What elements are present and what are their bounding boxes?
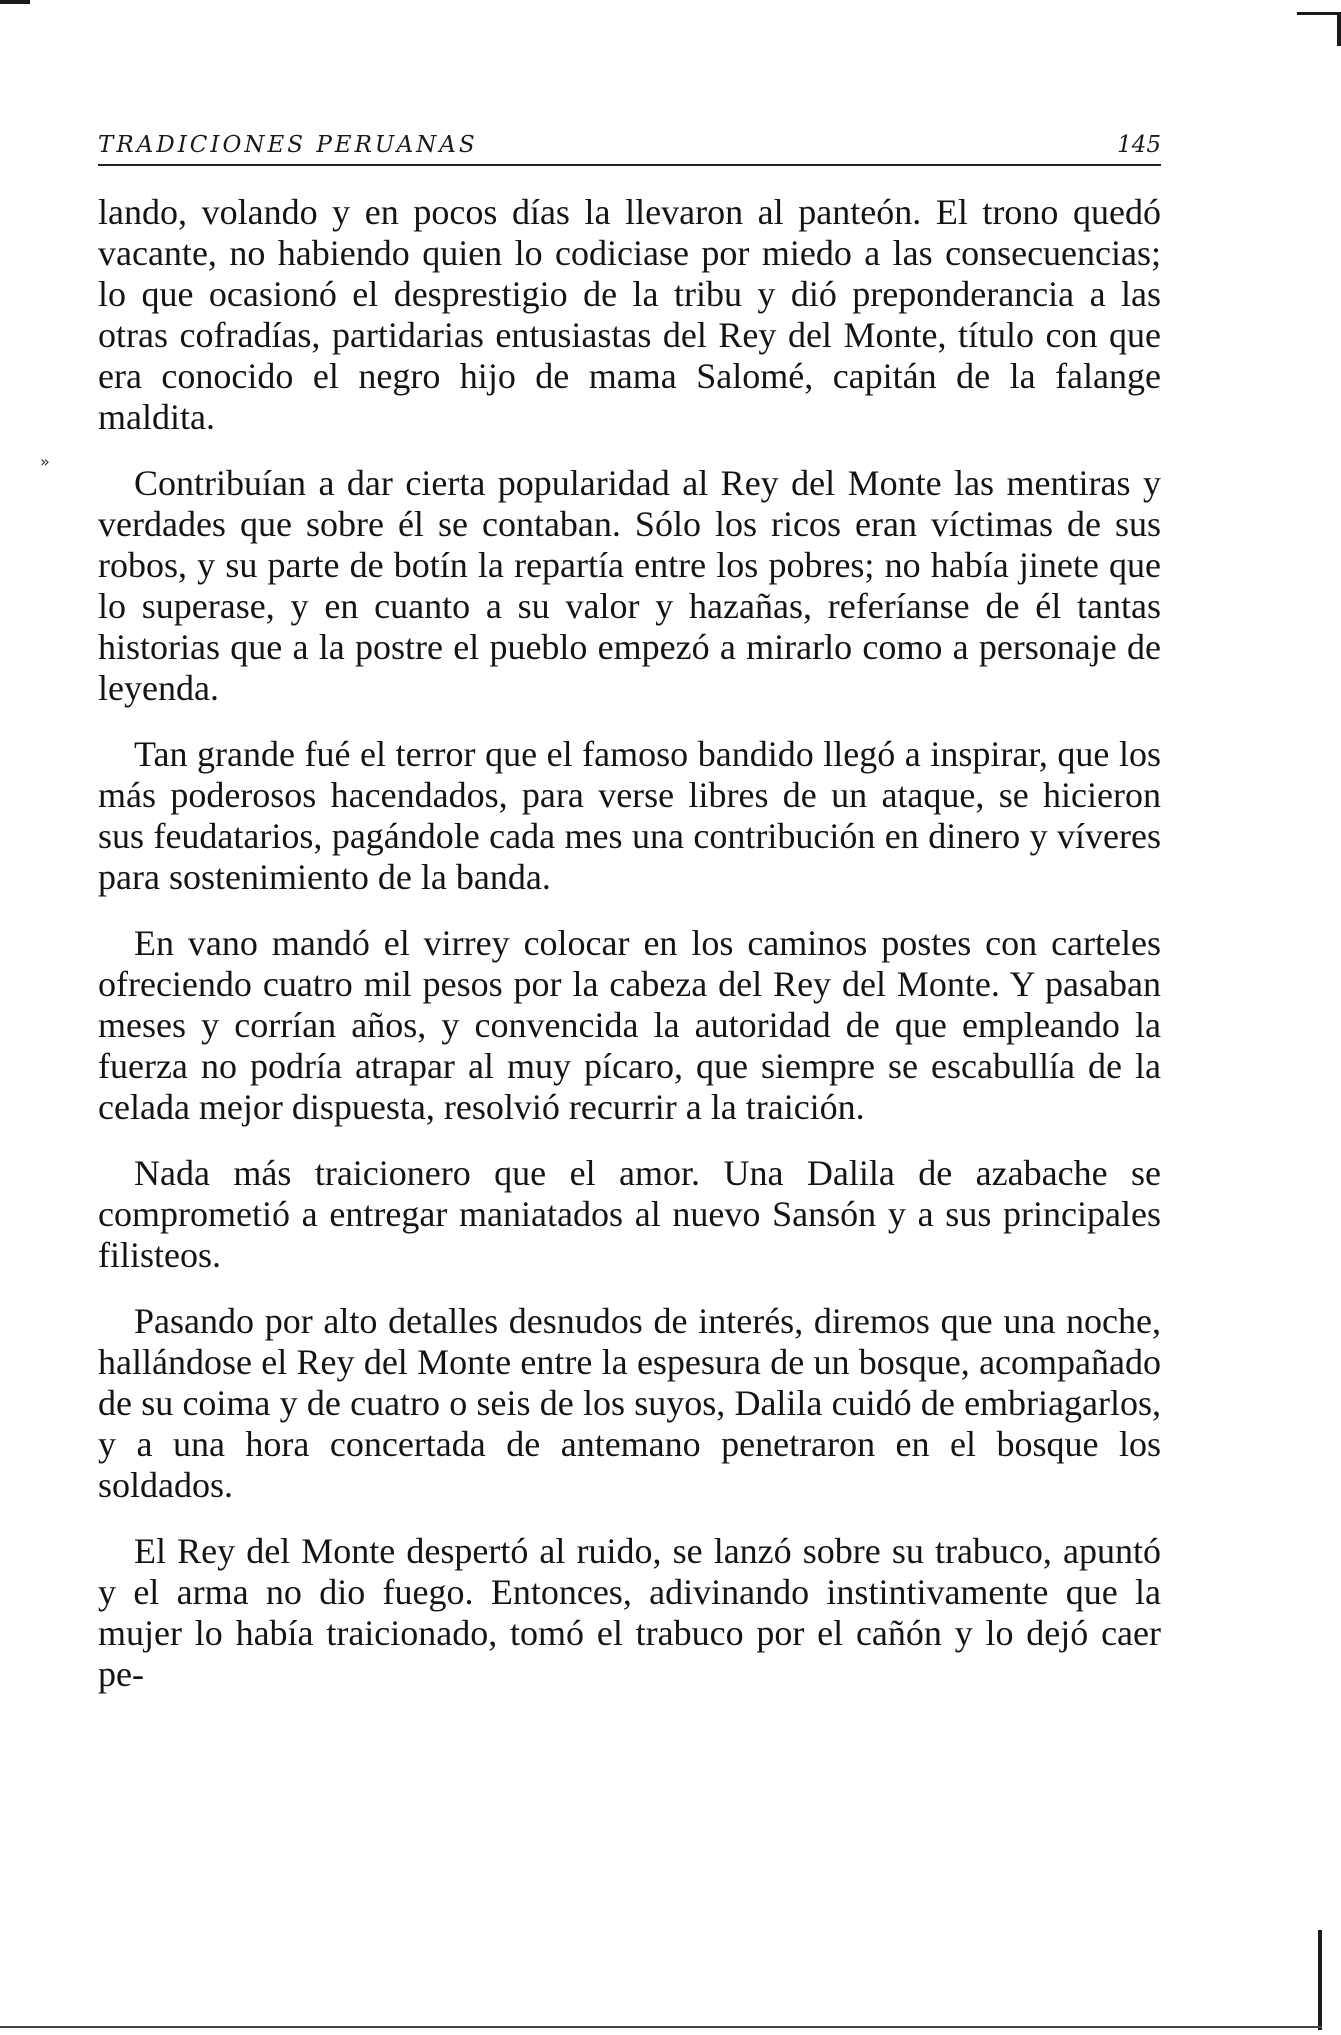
running-title: TRADICIONES PERUANAS — [98, 132, 478, 158]
crop-mark — [1297, 12, 1341, 15]
margin-mark: » — [40, 452, 50, 471]
paragraph: Contribuían a dar cierta popularidad al Rey del Monte las mentiras y verdades que sobre él se contaban. Sólo los ricos eran víctimas de sus robos, y su parte de botín la repartía entre los pobres; no había jinete que lo superase, y en cuanto a su valor y hazañas, referíanse de él tantas historias que a la postre el pueblo empezó a mirarlo como a personaje de leyenda. — [98, 463, 1161, 708]
body-text — [98, 192, 1161, 1720]
paragraph: lando, volando y en pocos días la llevaron al panteón. El trono quedó vacante, no habiendo quien lo codiciase por miedo a las consecuencias; lo que ocasionó el desprestigio de la tribu y dió preponderancia a las otras cofradías, partidarias entusiastas del Rey del Monte, título con que era conocido el negro hijo de mama Salomé, capitán de la falange maldita. — [98, 192, 1161, 437]
running-header — [98, 128, 1161, 166]
paragraph: En vano mandó el virrey colocar en los caminos postes con carteles ofreciendo cuatro mil pesos por la cabeza del Rey del Monte. Y pasaban meses y corrían años, y convencida la autoridad de que empleando la fuerza no podría atrapar al muy pícaro, que siempre se escabullía de la celada mejor dispuesta, resolvió recurrir a la traición. — [98, 923, 1161, 1127]
page-edge-line — [0, 2026, 1322, 2028]
paragraph: Nada más traicionero que el amor. Una Dalila de azabache se comprometió a entregar maniatados al nuevo Sansón y a sus principales filisteos. — [98, 1153, 1161, 1275]
page-number: 145 — [1117, 132, 1161, 158]
paragraph: Pasando por alto detalles desnudos de interés, diremos que una noche, hallándose el Rey del Monte entre la espesura de un bosque, acompañado de su coima y de cuatro o seis de los suyos, Dalila cuidó de embriagarlos, y a una hora concertada de antemano penetraron en el bosque los soldados. — [98, 1301, 1161, 1505]
page-edge-line — [1318, 1930, 1322, 2030]
paragraph: El Rey del Monte despertó al ruido, se lanzó sobre su trabuco, apuntó y el arma no dio fuego. Entonces, adivinando instintivamente que la mujer lo había traicionado, tomó el trabuco por el cañón y lo dejó caer pe- — [98, 1531, 1161, 1694]
paragraph: Tan grande fué el terror que el famoso bandido llegó a inspirar, que los más poderosos hacendados, para verse libres de un ataque, se hicieron sus feudatarios, pagándole cada mes una contribución en dinero y víveres para sostenimiento de la banda. — [98, 734, 1161, 897]
crop-mark — [0, 0, 30, 4]
crop-mark — [1337, 12, 1341, 46]
